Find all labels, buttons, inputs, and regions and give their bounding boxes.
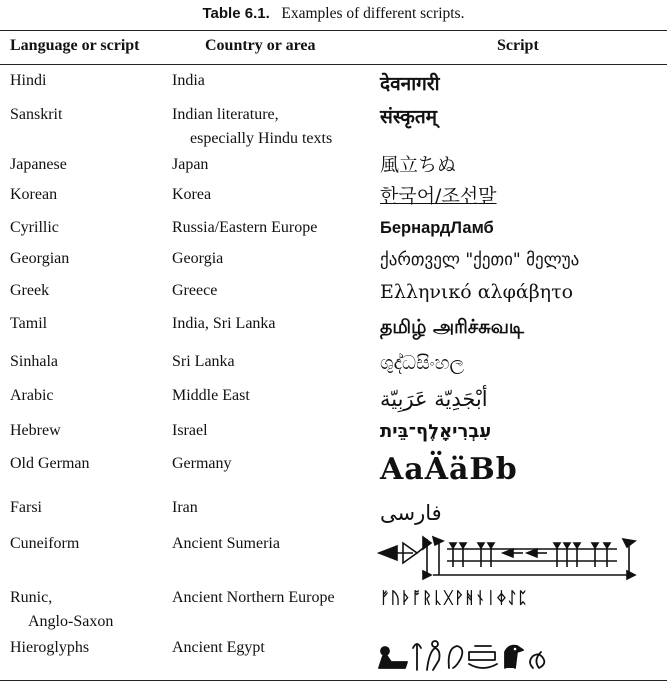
language-cell: Tamil: [10, 315, 48, 332]
script-cell: தமிழ் அரிச்சுவடி: [380, 316, 524, 338]
country-cell: India: [172, 72, 205, 89]
bottom-rule: [0, 680, 667, 681]
country-cell: Israel: [172, 422, 208, 439]
language-cell: Hieroglyphs: [10, 639, 90, 656]
language-cell: Greek: [10, 282, 50, 299]
language-cell: Korean: [10, 186, 58, 203]
language-cell: Farsi: [10, 499, 42, 516]
language-cell: Hebrew: [10, 422, 61, 439]
script-cell: ශුද්ධසිංහල: [380, 352, 465, 374]
language-cell: [10, 586, 113, 634]
country-cell: Japan: [172, 156, 209, 173]
country-cell: Ancient Northern Europe: [172, 589, 335, 606]
table-title: Examples of different scripts.: [281, 5, 465, 22]
header-script: Script: [497, 37, 539, 54]
table-number: Table 6.1.: [202, 5, 270, 22]
script-cell: संस्कृतम्: [380, 106, 438, 128]
language-line: Runic,: [10, 589, 53, 606]
header-country: Country or area: [205, 37, 316, 54]
header-rule: [0, 64, 667, 65]
script-cell: فارسی: [380, 501, 442, 525]
hieroglyph-glyphs: [377, 638, 552, 674]
script-cell: 風立ちぬ: [380, 154, 457, 176]
country-cell: Ancient Sumeria: [172, 535, 280, 552]
country-cell: Ancient Egypt: [172, 639, 265, 656]
language-cell: Cyrillic: [10, 219, 59, 236]
country-cell: Greece: [172, 282, 218, 299]
country-cell: Middle East: [172, 387, 250, 404]
language-line: Anglo-Saxon: [28, 613, 114, 630]
script-cell: AaÄäBb: [380, 452, 518, 487]
script-cell: БернардЛамб: [380, 219, 494, 237]
header-language: Language or script: [10, 37, 140, 54]
language-cell: Sinhala: [10, 353, 58, 370]
country-line: Indian literature,: [172, 106, 279, 123]
language-cell: Georgian: [10, 250, 70, 267]
script-cell: Ελληνικό αλφάβητο: [380, 281, 574, 303]
script-cell: ᚠᚢᚦᚩᚱᚳᚷᚹᚻᚾᛁᛄᛇᛈ: [380, 588, 529, 607]
language-cell: Old German: [10, 455, 90, 472]
country-cell: [172, 103, 332, 151]
script-cell: ქართველ "ქეთი" მელუა: [380, 250, 580, 270]
top-rule: [0, 30, 667, 31]
language-cell: Arabic: [10, 387, 54, 404]
country-cell: Iran: [172, 499, 198, 516]
table-caption: [0, 5, 667, 23]
language-cell: Cuneiform: [10, 535, 80, 552]
country-cell: Georgia: [172, 250, 224, 267]
script-cell: أبْجَدِيّة عَرَبِيّة: [380, 387, 488, 411]
language-cell: Hindi: [10, 72, 47, 89]
cuneiform-glyphs: [377, 535, 639, 581]
country-cell: India, Sri Lanka: [172, 315, 276, 332]
language-cell: Sanskrit: [10, 106, 63, 123]
script-cell: עִבְרִיאָלֶף־בֵּית: [380, 421, 492, 442]
country-cell: Russia/Eastern Europe: [172, 219, 318, 236]
country-line: especially Hindu texts: [190, 130, 333, 147]
language-cell: Japanese: [10, 156, 67, 173]
country-cell: Germany: [172, 455, 232, 472]
script-cell: 한국어/조선말: [380, 185, 497, 207]
country-cell: Korea: [172, 186, 212, 203]
country-cell: Sri Lanka: [172, 353, 235, 370]
script-cell: देवनागरी: [380, 73, 440, 95]
